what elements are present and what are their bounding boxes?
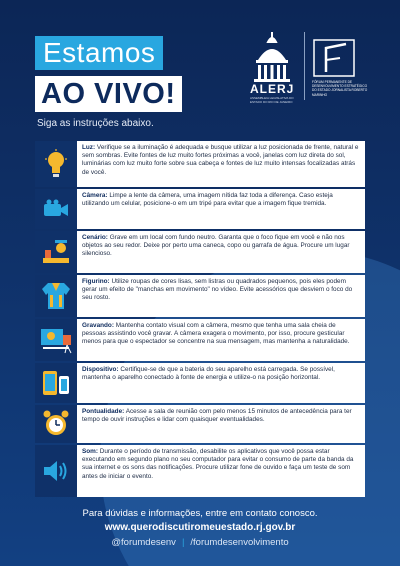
item-text: Som: Durante o período de transmissão, desabilite os aplicativos que você possa estar executando em segundo plano no seu computador para evitar o consumo de parte da banda da sua internet e os sons das notificações. Procure utilizar fone de ouvido e faça um teste de som antes de iniciar o evento. [82, 448, 354, 480]
item-text: Câmera: Limpe a lente da câmera, uma imagem nítida faz toda a diferença. Caso esteja utilizando um celular, posicione-o em um tripé para evitar que a imagem fique tremida. [82, 192, 333, 208]
lightbulb-icon [35, 141, 77, 187]
alerj-name: ALERJ [250, 82, 295, 96]
logo-divider [304, 32, 305, 100]
speaker-icon [35, 445, 77, 497]
social-handle-1[interactable]: @forumdesenv [111, 537, 176, 548]
item-som [35, 445, 365, 497]
alerj-subtitle: ASSEMBLEIA LEGISLATIVA DO ESTADO DO RIO DE JANEIRO [250, 96, 294, 104]
item-luz [35, 141, 365, 187]
item-dispositivo [35, 363, 365, 403]
footer-website-link[interactable]: www.querodiscutiromeuestado.rj.gov.br [104, 522, 296, 533]
item-text: Cenário: Grave em um local com fundo neutro. Garanta que o foco fique em você e não nos objetos ao seu redor. Deixe por perto uma caneca, copo ou garrafa de água. Procure um lugar silencioso. [82, 234, 350, 258]
item-gravando [35, 319, 365, 361]
device-icon [35, 363, 77, 403]
forum-text: FÓRUM PERMANENTE DE DESENVOLVIMENTO ESTRATÉGICO DO ESTADO JORNALISTA ROBERTO MARINHO [312, 80, 368, 97]
forum-logo-icon [312, 38, 356, 78]
title-line1: Estamos [35, 36, 163, 70]
alarm-clock-icon [35, 405, 77, 443]
title-line2: AO VIVO! [35, 76, 182, 112]
item-camera [35, 189, 365, 229]
subtitle: Siga as instruções abaixo. [37, 118, 154, 129]
camera-icon [35, 189, 77, 229]
item-figurino [35, 275, 365, 317]
item-text: Luz: Verifique se a iluminação é adequada e busque utilizar a luz posicionada de frente, natural e sem sombras. Evite fontes de luz muito fortes próximas a você, janelas com luz direta do sol, luminárias com luz muito forte sobre sua cabeça e fontes de luz muito intensas focalizadas atrás de você. [82, 144, 359, 176]
item-text: Dispositivo: Certifique-se de que a bateria do seu aparelho está carregada. Se possível, mantenha o aparelho conectado à fonte de energia e utilize-o na posição horizontal. [82, 366, 335, 382]
recording-icon [35, 319, 77, 361]
item-text: Gravando: Mantenha contato visual com a câmera, mesmo que tenha uma sala cheia de pessoas assistindo você gravar. A câmera exagera o movimento, por isso, procure gesticular menos para que o espectador se concentre na sua mensagem, mas mantenha a naturalidade. [82, 322, 350, 346]
social-handle-2[interactable]: /forumdesenvolvimento [190, 537, 289, 548]
item-cenario [35, 231, 365, 273]
footer-contact-text: Para dúvidas e informações, entre em contato conosco. [82, 508, 318, 519]
item-text: Figurino: Utilize roupas de cores lisas, sem listras ou quadrados pequenos, pois eles podem gerar um efeito de "manchas em movimento" no vídeo. Evite acessórios que desviem o foco do seu rosto. [82, 278, 353, 302]
scenery-icon [35, 231, 77, 273]
social-separator: | [181, 537, 185, 548]
shirt-icon [35, 275, 77, 317]
item-text: Pontualidade: Acesse a sala de reunião com pelo menos 15 minutos de antecedência para ter tempo de ouvir instruções e lidar com quaisquer eventualidades. [82, 408, 352, 424]
item-pontualidade [35, 405, 365, 443]
header [0, 0, 400, 150]
footer-social [0, 537, 400, 548]
